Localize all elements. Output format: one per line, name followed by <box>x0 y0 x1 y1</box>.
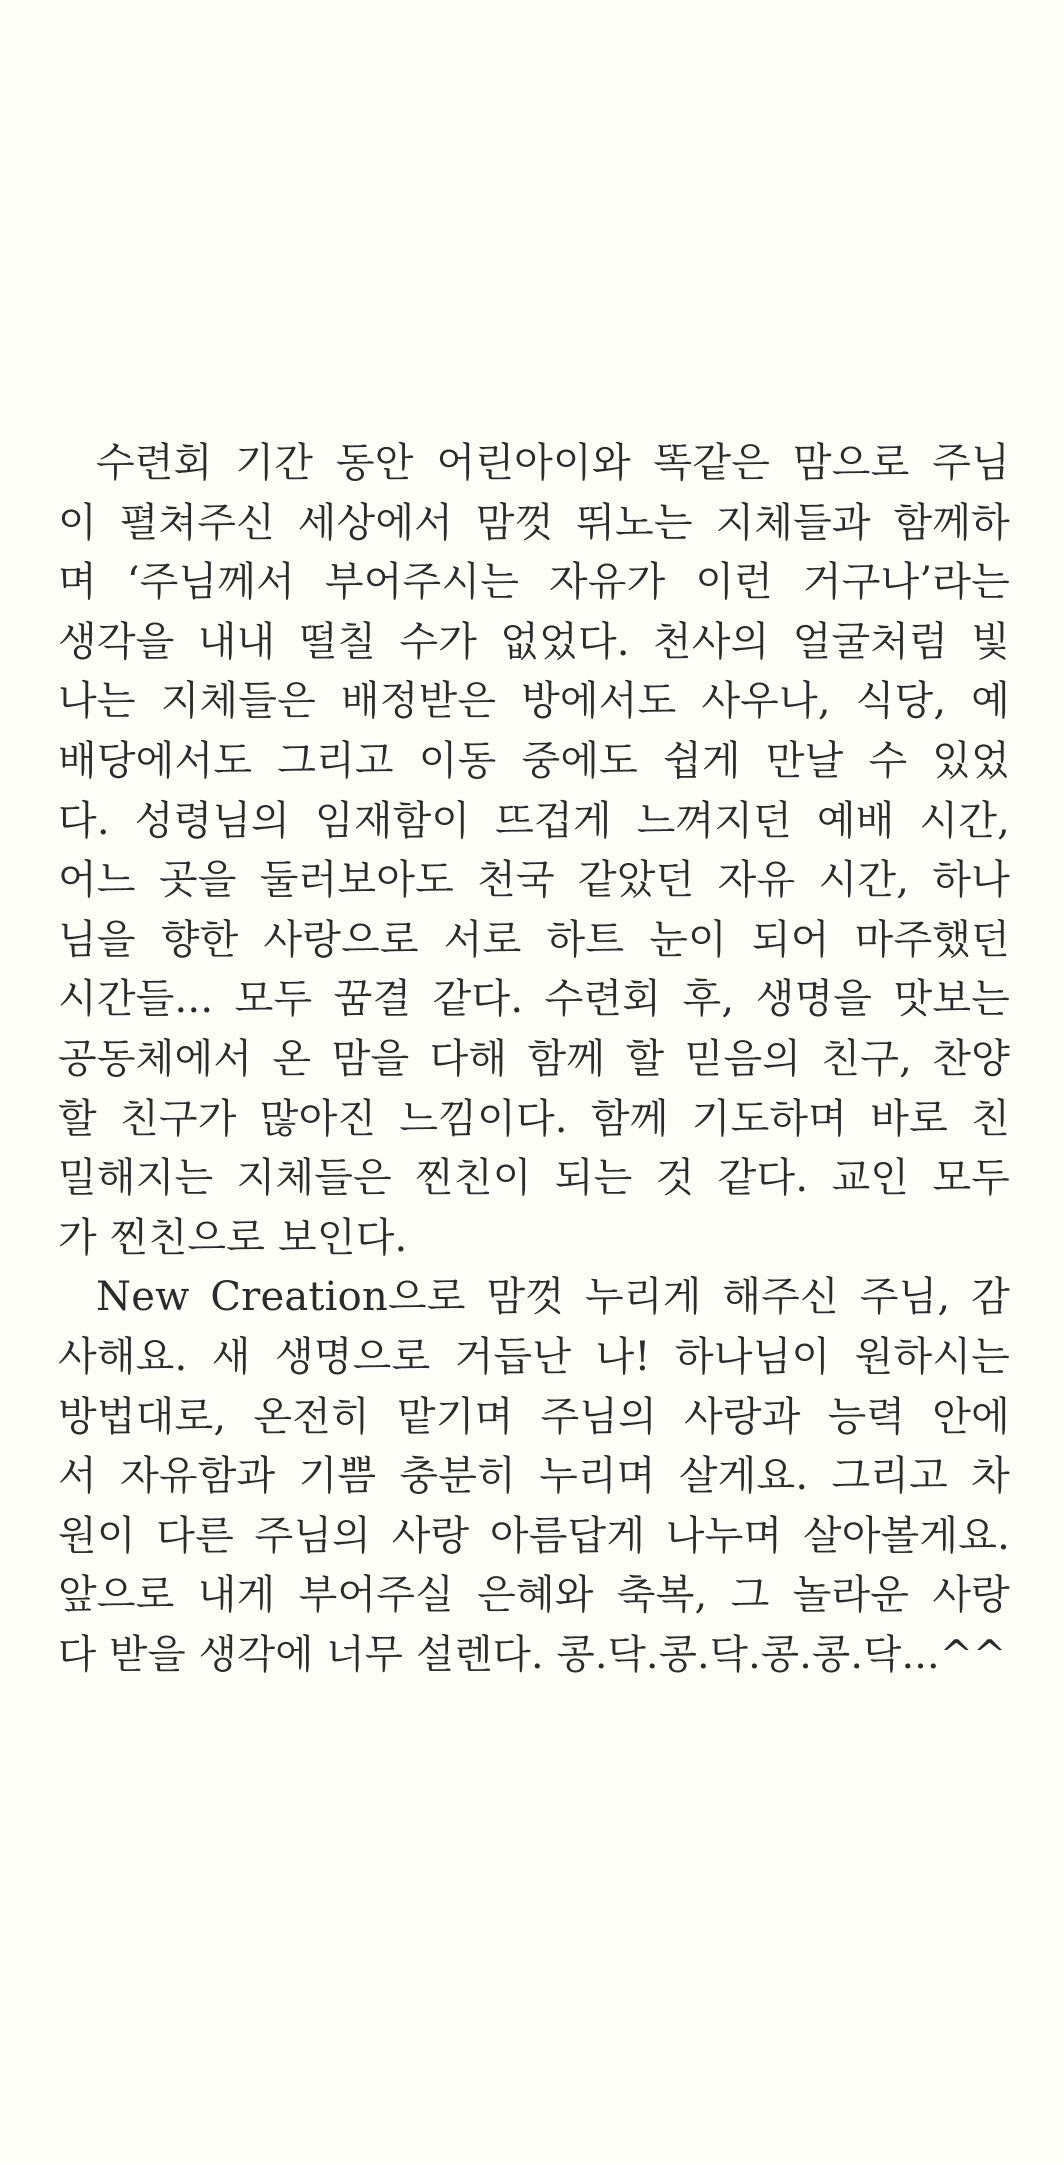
text-line: 생각을 내내 떨칠 수가 없었다. 천사의 얼굴처럼 빛 <box>58 618 1010 665</box>
text-line: 나는 지체들은 배정받은 방에서도 사우나, 식당, 예 <box>58 678 1010 725</box>
paragraph-2 <box>58 1268 1010 1685</box>
text-line: 이 펼쳐주신 세상에서 맘껏 뛰노는 지체들과 함께하 <box>58 499 1010 546</box>
text-line: 공동체에서 온 맘을 다해 함께 할 믿음의 친구, 찬양 <box>58 1035 1010 1082</box>
text-body <box>58 434 1010 1685</box>
text-line: 배당에서도 그리고 이동 중에도 쉽게 만날 수 있었 <box>58 737 1010 784</box>
text-line: 수련회 기간 동안 어린아이와 똑같은 맘으로 주님 <box>96 440 1010 486</box>
text-line: 며 ‘주님께서 부어주시는 자유가 이런 거구나’라는 <box>58 559 1010 606</box>
text-line: 서 자유함과 기쁨 충분히 누리며 살게요. 그리고 차 <box>58 1453 1010 1500</box>
text-line: 앞으로 내게 부어주실 은혜와 축복, 그 놀라운 사랑 <box>58 1572 1010 1619</box>
text-line: New Creation으로 맘껏 누리게 해주신 주님, 감 <box>96 1274 1010 1321</box>
text-line: 다 받을 생각에 너무 설렌다. 콩.닥.콩.닥.콩.콩.닥...^^ <box>58 1631 1007 1678</box>
text-line: 원이 다른 주님의 사랑 아름답게 나누며 살아볼게요. <box>58 1512 1010 1559</box>
text-line: 방법대로, 온전히 맡기며 주님의 사랑과 능력 안에 <box>58 1393 1010 1440</box>
text-line: 밀해지는 지체들은 찐친이 되는 것 같다. 교인 모두 <box>58 1155 1010 1202</box>
paragraph-1 <box>58 434 1010 1268</box>
text-line: 다. 성령님의 임재함이 뜨겁게 느껴지던 예배 시간, <box>58 797 1010 844</box>
text-line: 할 친구가 많아진 느낌이다. 함께 기도하며 바로 친 <box>58 1095 1010 1142</box>
text-line: 가 찐친으로 보인다. <box>58 1214 408 1261</box>
text-line: 어느 곳을 둘러보아도 천국 같았던 자유 시간, 하나 <box>58 857 1010 904</box>
text-line: 님을 향한 사랑으로 서로 하트 눈이 되어 마주했던 <box>58 916 1010 963</box>
text-line: 시간들... 모두 꿈결 같다. 수련회 후, 생명을 맛보는 <box>58 976 1010 1023</box>
text-line: 사해요. 새 생명으로 거듭난 나! 하나님이 원하시는 <box>58 1333 1010 1380</box>
